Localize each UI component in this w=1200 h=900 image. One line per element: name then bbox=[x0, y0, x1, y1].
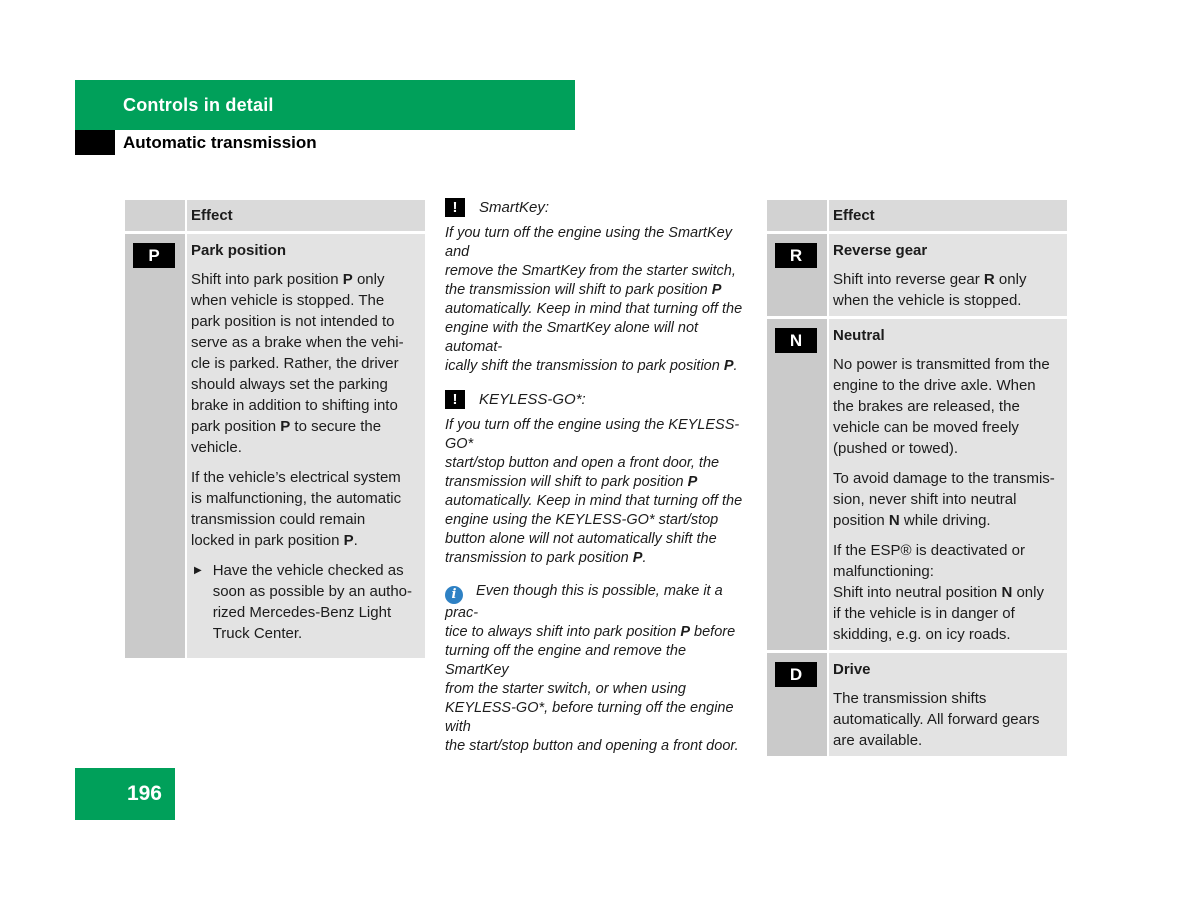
note-header bbox=[445, 390, 747, 409]
effect-header: Effect bbox=[829, 200, 1067, 231]
gear-cell bbox=[187, 234, 425, 658]
gear-paragraph: No power is transmitted from the engine to the drive axle. When the brakes are released, the vehicle can be moved freely (pushed or towed). bbox=[833, 356, 1050, 457]
gear-badge-p: P bbox=[133, 243, 175, 268]
effect-header: Effect bbox=[187, 200, 425, 231]
table-header-row bbox=[767, 200, 1067, 231]
gear-badge-r: R bbox=[775, 243, 817, 268]
section-header-bar bbox=[75, 80, 575, 130]
page-number-box bbox=[75, 768, 175, 820]
page-number: 196 bbox=[126, 782, 162, 805]
warning-icon: ! bbox=[445, 198, 465, 217]
gear-title: Reverse gear bbox=[833, 242, 928, 259]
badge-column-header bbox=[767, 200, 827, 231]
gear-paragraph: To avoid damage to the transmis- sion, never shift into neutral position N while driving. bbox=[833, 470, 1055, 529]
note-label: KEYLESS-GO*: bbox=[479, 391, 586, 408]
badge-column bbox=[125, 234, 185, 658]
chapter-marker bbox=[75, 130, 115, 155]
warning-note-keyless-go bbox=[445, 390, 747, 568]
badge-column-header bbox=[125, 200, 185, 231]
note-text: If you turn off the engine using the KEYLESS-GO* start/stop button and open a front door, the transmission will shift to park position P automatically. Keep in mind that turning off the engine using the KEYLESS-GO* start/stop button alone will not automatically shift the transmission to park position P. bbox=[445, 417, 743, 566]
badge-column bbox=[767, 653, 827, 756]
gear-table-left bbox=[125, 200, 425, 661]
gear-cell bbox=[829, 319, 1067, 650]
gear-title: Neutral bbox=[833, 327, 885, 344]
table-header-row bbox=[125, 200, 425, 231]
table-row bbox=[767, 319, 1067, 650]
note-text bbox=[445, 582, 747, 756]
note-header bbox=[445, 198, 747, 217]
gear-paragraph: If the ESP® is deactivated or malfunctioning: Shift into neutral position N only if the vehicle is in danger of skidding, e.g. on icy roads. bbox=[833, 542, 1044, 643]
table-row bbox=[125, 234, 425, 658]
gear-paragraph: The transmission shifts automatically. All forward gears are available. bbox=[833, 690, 1040, 749]
notes-column bbox=[445, 198, 747, 770]
section-title: Controls in detail bbox=[123, 94, 274, 115]
badge-column bbox=[767, 234, 827, 316]
badge-column bbox=[767, 319, 827, 650]
bullet-arrow-icon: ▶ bbox=[194, 565, 202, 576]
note-label: SmartKey: bbox=[479, 199, 550, 216]
gear-badge-d: D bbox=[775, 662, 817, 687]
note-text: If you turn off the engine using the SmartKey and remove the SmartKey from the starter switch, the transmission will shift to park position P automatically. Keep in mind that turning off the engine with the SmartKey alone will not automat- ically shift the transmission to park position P. bbox=[445, 225, 743, 374]
info-note bbox=[445, 582, 747, 756]
gear-cell bbox=[829, 653, 1067, 756]
info-icon: i bbox=[445, 586, 463, 604]
gear-paragraph: If the vehicle’s electrical system is malfunctioning, the automatic transmission could remain locked in park position P. bbox=[191, 469, 402, 549]
gear-paragraph: Shift into reverse gear R only when the vehicle is stopped. bbox=[833, 271, 1027, 309]
table-row bbox=[767, 653, 1067, 756]
gear-title: Park position bbox=[191, 242, 287, 259]
instruction-bullet bbox=[191, 560, 417, 644]
subsection-title: Automatic transmission bbox=[123, 133, 317, 152]
bullet-text: Have the vehicle checked as soon as possible by an autho- rized Mercedes-Benz Light Truck Center. bbox=[212, 562, 413, 642]
gear-title: Drive bbox=[833, 661, 871, 678]
info-note-text: Even though this is possible, make it a prac- tice to always shift into park position P before turning off the engine and remove the SmartKey from the starter switch, or when using KEYLESS-GO*, before turning off the engine with the start/stop button and opening a front door. bbox=[445, 583, 739, 754]
gear-badge-n: N bbox=[775, 328, 817, 353]
table-row bbox=[767, 234, 1067, 316]
gear-cell bbox=[829, 234, 1067, 316]
warning-icon: ! bbox=[445, 390, 465, 409]
gear-table-right bbox=[767, 200, 1067, 759]
gear-paragraph: Shift into park position P only when vehicle is stopped. The park position is not intended to serve as a brake when the vehi- cle is parked. Rather, the driver should always set the parking brake in addition to shifting into park position P to secure the vehicle. bbox=[191, 271, 404, 456]
warning-note-smartkey bbox=[445, 198, 747, 376]
